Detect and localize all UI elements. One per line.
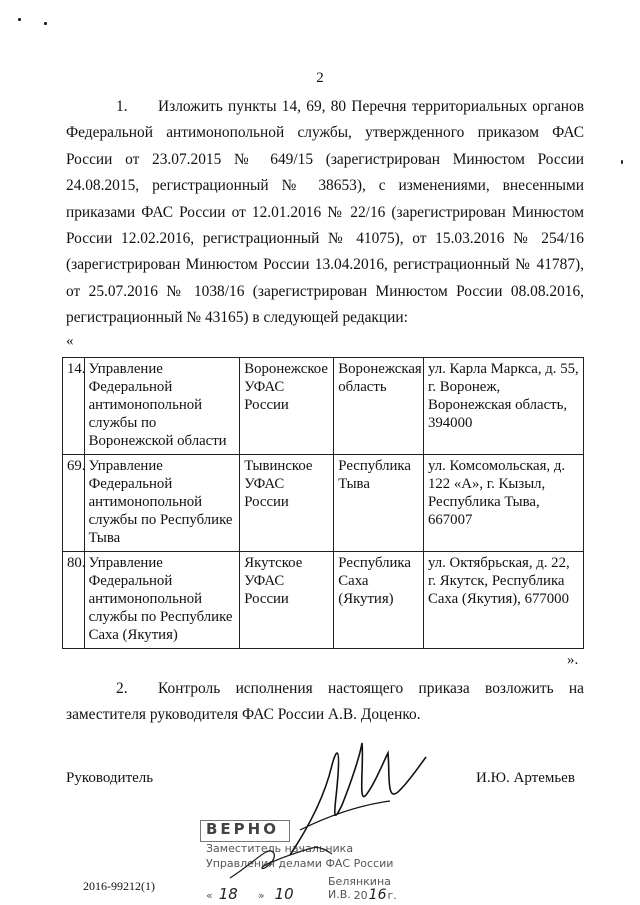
stamp-position-line1: Заместитель начальника — [206, 842, 354, 855]
certifier-signature-graphic — [226, 838, 336, 888]
scan-speck — [621, 160, 623, 164]
table-row — [63, 358, 584, 455]
table-row — [63, 552, 584, 649]
scan-speck — [44, 22, 47, 25]
table-cell-organization-name: Управление Федеральной антимонопольной службы по Республике Тыва — [84, 455, 240, 552]
stamp-heading: ВЕРНО — [206, 820, 279, 838]
paragraph-1-number: 1. — [116, 98, 128, 115]
quote-open: « — [66, 333, 74, 349]
paragraph-2 — [66, 676, 584, 729]
table-cell-address: ул. Комсомольская, д. 122 «А», г. Кызыл, Республика Тыва, 667007 — [423, 455, 583, 552]
stamp-date-year-suffix: 16 — [368, 887, 387, 903]
document-registration-number: 2016-99212(1) — [83, 879, 155, 893]
table-cell-short-name: Якутское УФАС России — [240, 552, 334, 649]
signatory-name: И.Ю. Артемьев — [476, 770, 575, 786]
scan-speck — [18, 18, 21, 21]
page-number: 2 — [316, 70, 324, 86]
table-row — [63, 455, 584, 552]
table-cell-region: Республика Тыва — [334, 455, 424, 552]
table-cell-organization-name: Управление Федеральной антимонопольной службы по Воронежской области — [84, 358, 240, 455]
quote-close: ». — [567, 652, 579, 668]
table-cell-row-number: 14. — [63, 358, 85, 455]
stamp-position-line2: Управления делами ФАС России — [206, 857, 394, 870]
table-cell-short-name: Тывинское УФАС России — [240, 455, 334, 552]
paragraph-2-text: Контроль исполнения настоящего приказа возложить на заместителя руководителя ФАС России А.В. Доценко. — [66, 680, 584, 724]
territorial-bodies-table — [62, 357, 584, 649]
table-cell-short-name: Воронежское УФАС России — [240, 358, 334, 455]
table-cell-address: ул. Карла Маркса, д. 55, г. Воронеж, Воронежская область, 394000 — [423, 358, 583, 455]
signatory-title: Руководитель — [66, 770, 154, 786]
stamp-date-suffix: г. — [387, 889, 397, 902]
paragraph-1-text: Изложить пункты 14, 69, 80 Перечня территориальных органов Федеральной антимонопольной службы, утвержденного приказом ФАС России от 23.07.2015 № 649/15 (зарегистрирован Минюстом России 24.08.2015, регистрационный № 38653), с изменениями, внесенными приказами ФАС России от 12.01.2016 № 22/16 (зарегистрирован Минюстом России 12.02.2016, регистрационный № 41075), от 15.03.2016 № 254/16 (зарегистрирован Минюстом России 13.04.2016, регистрационный № 41787), от 25.07.2016 № 1038/16 (зарегистрирован Минюстом России 08.08.2016, регистрационный № 43165) в следующей редакции: — [66, 98, 584, 327]
table-cell-organization-name: Управление Федеральной антимонопольной службы по Республике Саха (Якутия) — [84, 552, 240, 649]
paragraph-1 — [66, 94, 584, 332]
stamp-date-year-prefix: 20 — [353, 889, 368, 902]
table-cell-row-number: 69. — [63, 455, 85, 552]
stamp-date-month: 10 — [274, 885, 294, 903]
table-cell-region: Республика Саха (Якутия) — [334, 552, 424, 649]
stamp-signer: Белянкина И.В. — [328, 875, 391, 901]
stamp-date: « 18 » 10 2016г. — [206, 885, 397, 903]
stamp-date-day: 18 — [218, 885, 238, 903]
paragraph-2-number: 2. — [116, 680, 128, 697]
table-cell-row-number: 80. — [63, 552, 85, 649]
table-cell-region: Воронежская область — [334, 358, 424, 455]
table-cell-address: ул. Октябрьская, д. 22, г. Якутск, Республика Саха (Якутия), 677000 — [423, 552, 583, 649]
